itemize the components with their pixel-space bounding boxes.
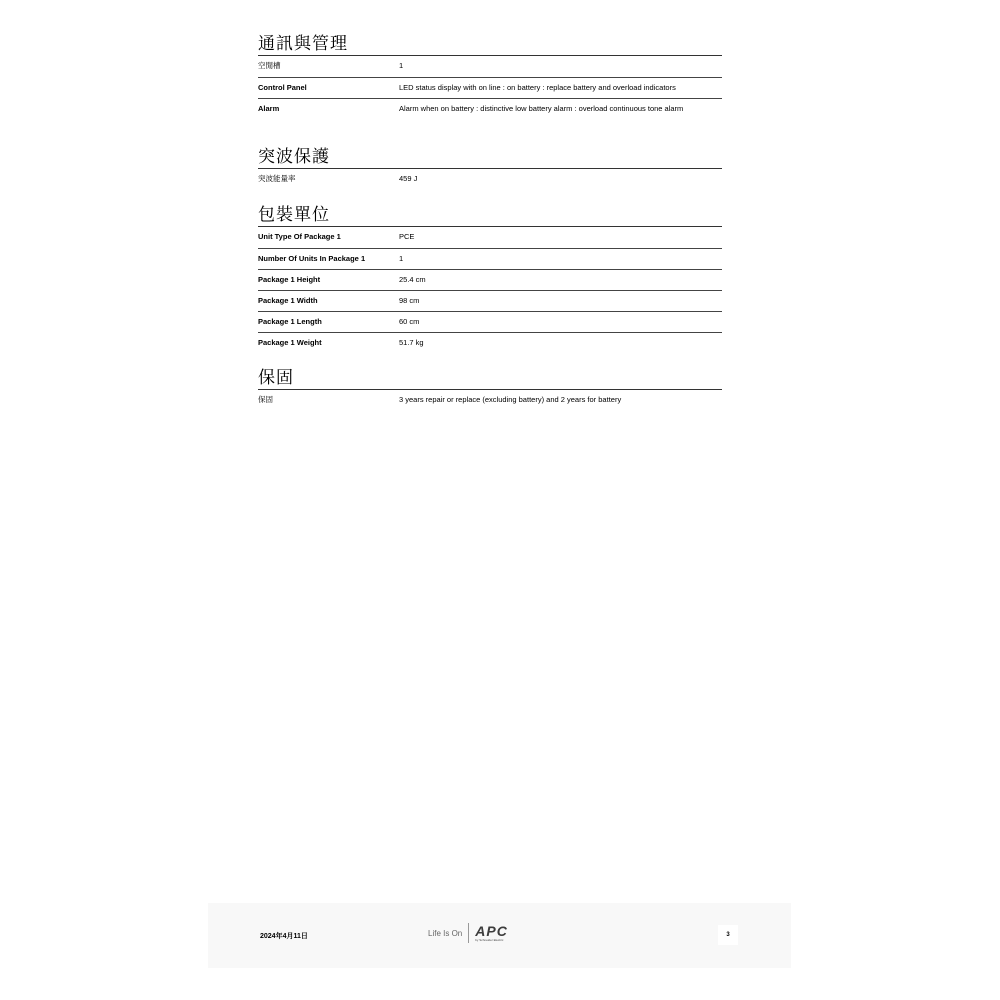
spec-value: Alarm when on battery : distinctive low battery alarm : overload continuous tone alarm (399, 104, 684, 113)
spec-row (258, 290, 722, 311)
spec-label: 保固 (258, 395, 273, 404)
brand-block (428, 923, 508, 943)
spec-label: 突波能量率 (258, 174, 296, 183)
spec-value: 25.4 cm (399, 275, 426, 284)
spec-label: Unit Type Of Package 1 (258, 232, 341, 241)
spec-label: Package 1 Height (258, 275, 321, 284)
section-communications (258, 33, 722, 132)
spec-value: 1 (399, 254, 404, 263)
section-packaging (258, 204, 722, 353)
spec-label: Alarm (258, 104, 280, 113)
page-footer (208, 903, 791, 968)
spec-row (258, 77, 722, 98)
spec-label: Number Of Units In Package 1 (258, 254, 366, 263)
spec-row (258, 98, 722, 132)
footer-date: 2024年4月11日 (260, 933, 308, 940)
spec-row (258, 169, 722, 190)
spec-row (258, 269, 722, 290)
spec-label: Control Panel (258, 83, 307, 92)
spec-value: 98 cm (399, 296, 420, 305)
spec-value: 3 years repair or replace (excluding battery) and 2 years for battery (399, 395, 622, 404)
spec-row (258, 248, 722, 269)
spec-content (258, 33, 722, 425)
apc-logo-subtitle: by Schneider Electric (475, 937, 504, 942)
spec-row (258, 227, 722, 248)
page-number: 3 (718, 925, 738, 945)
section-title: 突波保護 (258, 147, 330, 166)
spec-row (258, 390, 722, 411)
spec-label: Package 1 Length (258, 317, 322, 326)
section-title: 包裝單位 (258, 205, 330, 224)
apc-logo (475, 924, 508, 943)
spec-value: 51.7 kg (399, 338, 424, 347)
section-title: 通訊與管理 (258, 34, 348, 53)
section-surge-protection (258, 146, 722, 190)
brand-divider (468, 923, 469, 943)
spec-value: 1 (399, 61, 404, 70)
spec-label: Package 1 Width (258, 296, 318, 305)
section-title: 保固 (258, 368, 294, 387)
spec-row (258, 332, 722, 353)
spec-row (258, 311, 722, 332)
life-is-on-tagline: Life Is On (428, 928, 463, 938)
spec-value: 60 cm (399, 317, 420, 326)
spec-row (258, 56, 722, 77)
spec-value: PCE (399, 232, 415, 241)
spec-label: Package 1 Weight (258, 338, 322, 347)
apc-logo-text: APC (475, 922, 508, 939)
spec-label: 空閒槽 (258, 61, 281, 70)
spec-value: 459 J (399, 174, 418, 183)
spec-value: LED status display with on line : on battery : replace battery and overload indicators (399, 83, 676, 92)
section-warranty (258, 367, 722, 411)
